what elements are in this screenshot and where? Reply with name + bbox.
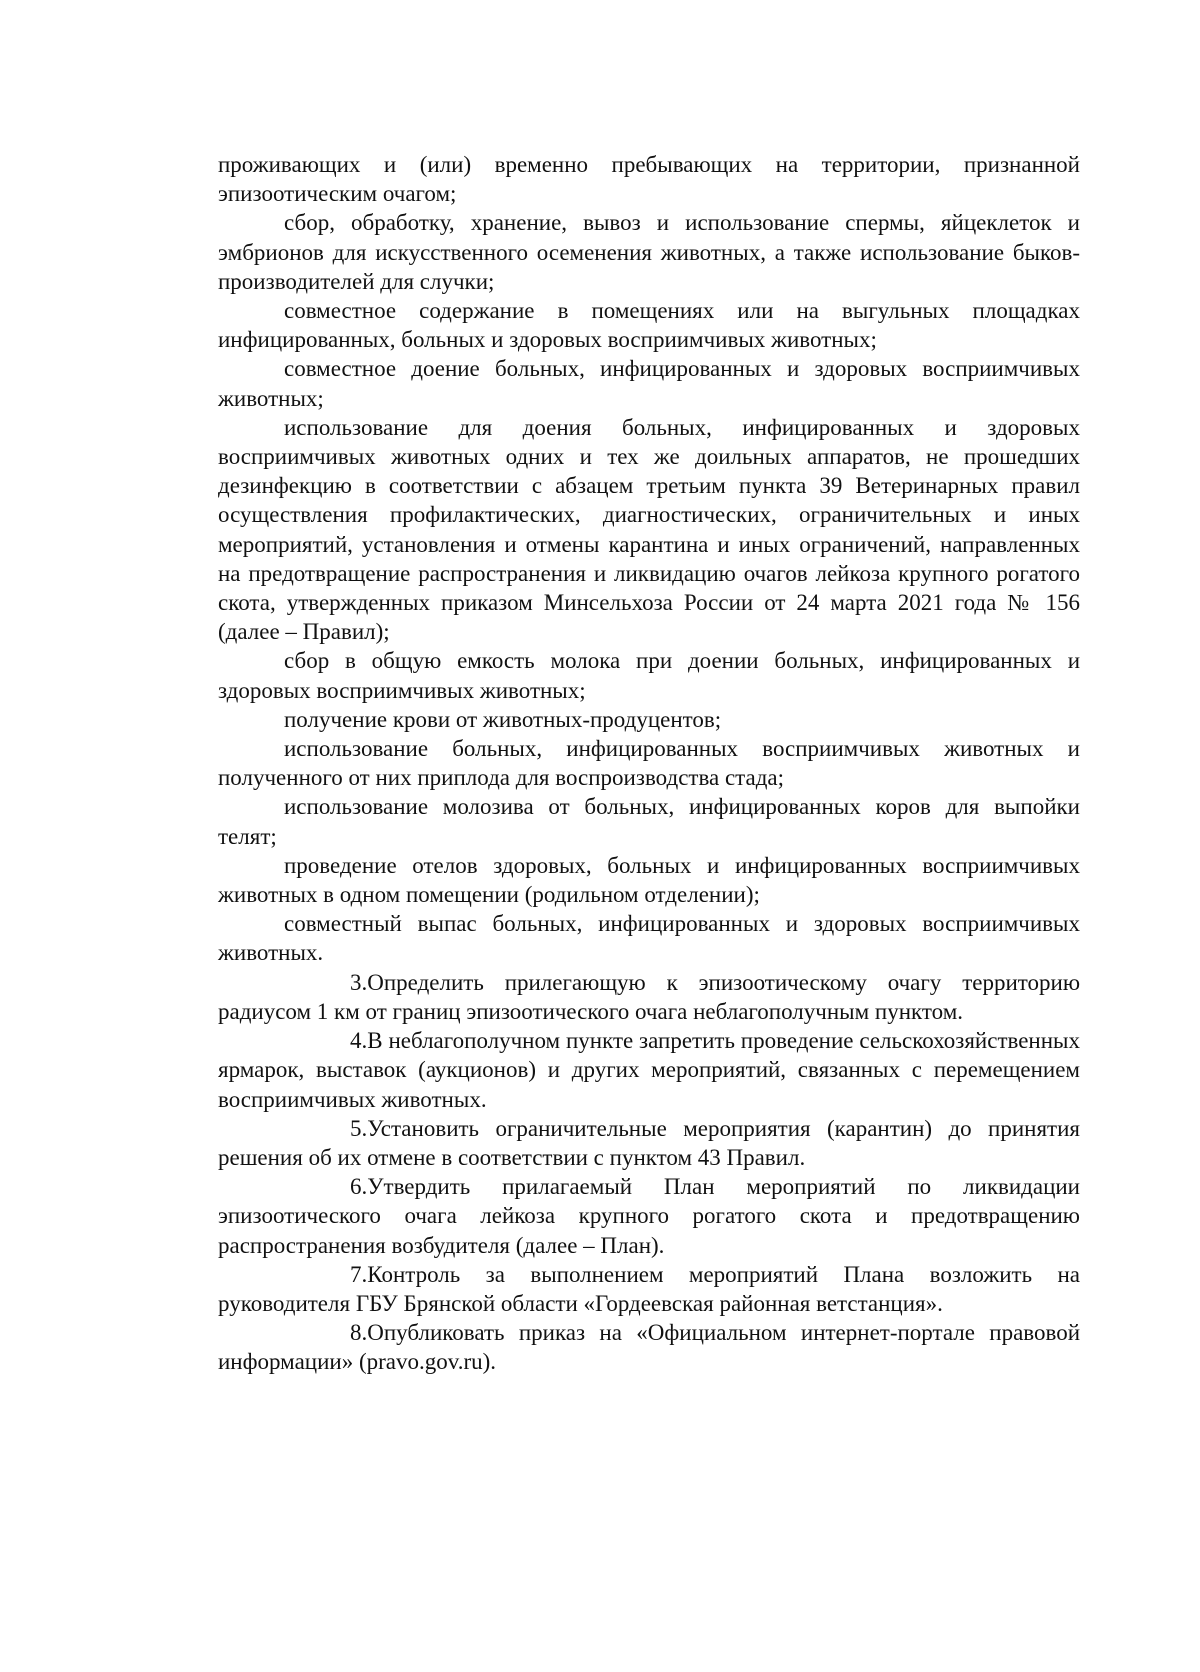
item-number: 5. [350, 1115, 368, 1141]
item-text: Определить прилегающую к эпизоотическому очагу территорию радиусом 1 км от границ эпизоотического очага неблагополучным пунктом. [218, 969, 1080, 1024]
document-body [218, 150, 1080, 1377]
paragraph-6: сбор в общую емкость молока при доении больных, инфицированных и здоровых восприимчивых животных; [218, 648, 1080, 703]
numbered-item-6 [218, 1172, 1080, 1260]
paragraph-10: проведение отелов здоровых, больных и инфицированных восприимчивых животных в одном помещении (родильном отделении); [218, 852, 1080, 908]
numbered-item-8 [218, 1318, 1080, 1376]
paragraph-1: проживающих и (или) временно пребывающих на территории, признанной эпизоотическим очагом; [218, 152, 1080, 207]
paragraph-2: сбор, обработку, хранение, вывоз и использование спермы, яйцеклеток и эмбрионов для искусственного осеменения животных, а также использование быков-производителей для случки; [218, 210, 1080, 294]
numbered-item-3 [218, 968, 1080, 1026]
paragraph-7: получение крови от животных-продуцентов; [284, 706, 722, 732]
item-number: 3. [350, 969, 368, 995]
numbered-item-7 [218, 1260, 1080, 1318]
paragraph-11: совместный выпас больных, инфицированных и здоровых восприимчивых животных. [218, 911, 1080, 966]
paragraph-4: совместное доение больных, инфицированных и здоровых восприимчивых животных; [218, 356, 1080, 411]
item-text: Опубликовать приказ на «Официальном интернет-портале правовой информации» (pravo.gov.ru). [218, 1320, 1080, 1375]
item-number: 4. [350, 1028, 368, 1054]
paragraph-8: использование больных, инфицированных восприимчивых животных и полученного от них приплода для воспроизводства стада; [218, 736, 1080, 791]
item-text: В неблагополучном пункте запретить проведение сельскохозяйственных ярмарок, выставок (аукционов) и других мероприятий, связанных с перемещением восприимчивых животных. [218, 1028, 1080, 1112]
item-number: 8. [350, 1320, 368, 1346]
item-text: Установить ограничительные мероприятия (карантин) до принятия решения об их отмене в соответствии с пунктом 43 Правил. [218, 1115, 1080, 1170]
numbered-item-4 [218, 1026, 1080, 1114]
numbered-item-5 [218, 1114, 1080, 1172]
item-number: 6. [350, 1174, 368, 1200]
item-text: Утвердить прилагаемый План мероприятий по ликвидации эпизоотического очага лейкоза крупного рогатого скота и предотвращению распространения возбудителя (далее – План). [218, 1174, 1080, 1258]
paragraph-3: совместное содержание в помещениях или на выгульных площадках инфицированных, больных и здоровых восприимчивых животных; [218, 298, 1080, 353]
paragraph-5: использование для доения больных, инфицированных и здоровых восприимчивых животных одних и тех же доильных аппаратов, не прошедших дезинфекцию в соответствии с абзацем третьим пункта 39 Ветеринарных правил осуществления профилактических, диагностических, ограничительных и иных мероприятий, установления и отмены карантина и иных ограничений, направленных на предотвращение распространения и ликвидацию очагов лейкоза крупного рогатого скота, утвержденных приказом Минсельхоза России от 24 марта 2021 года № 156 (далее – Правил); [218, 414, 1080, 645]
item-number: 7. [350, 1261, 368, 1287]
paragraph-9: использование молозива от больных, инфицированных коров для выпойки телят; [218, 794, 1080, 849]
item-text: Контроль за выполнением мероприятий Плана возложить на руководителя ГБУ Брянской области «Гордеевская районная ветстанция». [218, 1261, 1080, 1316]
